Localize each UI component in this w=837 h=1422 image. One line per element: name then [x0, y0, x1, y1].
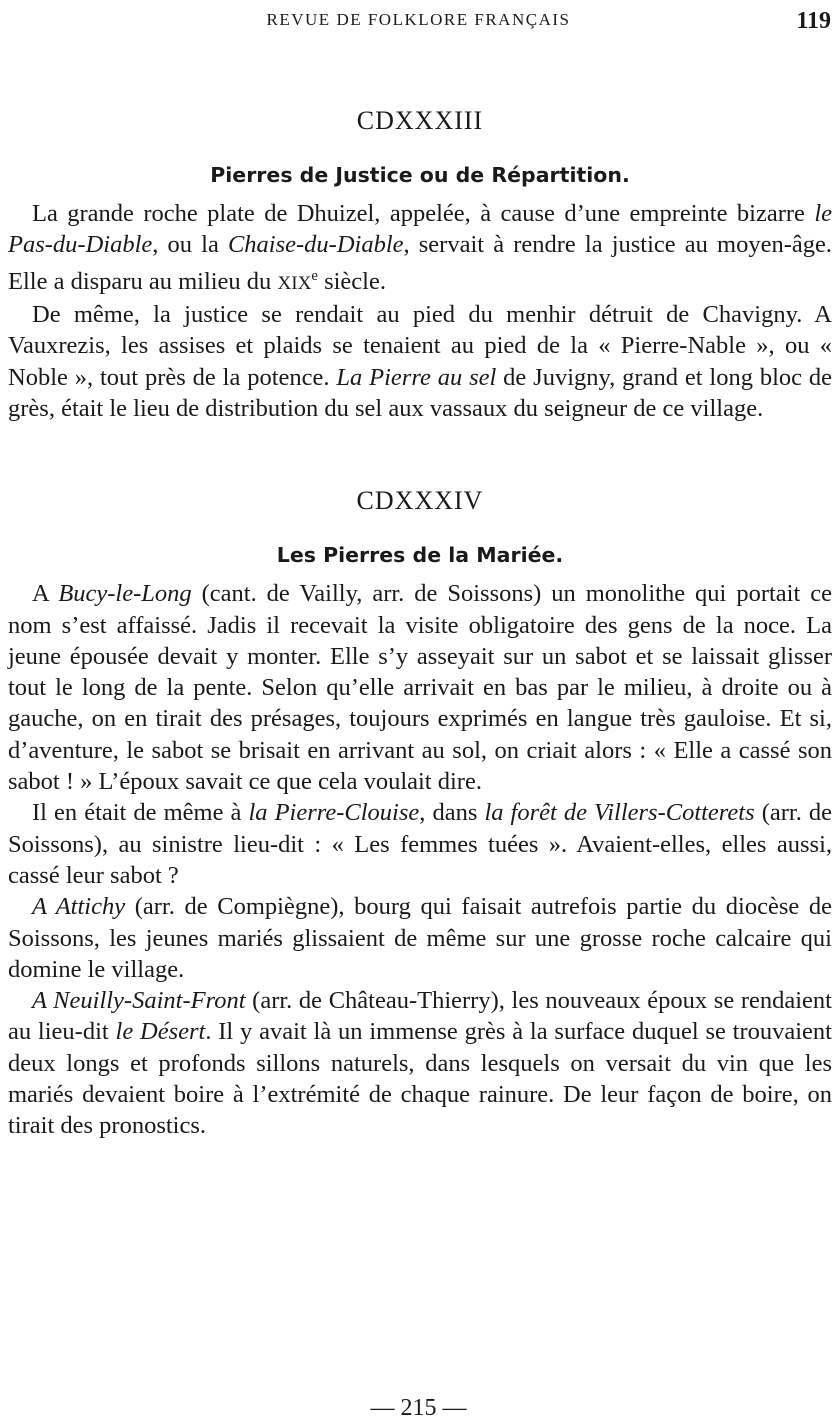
small-caps-run: XIX [277, 272, 312, 294]
text-run: (arr. de Château-Thierry), les nouveaux époux se rendaient au lieu-dit [8, 987, 832, 1046]
section-cdxxxiii [8, 100, 832, 424]
paragraph [8, 578, 832, 797]
italic-run: A Neuilly-Saint-Front [32, 987, 246, 1015]
section-number: CDXXXIII [356, 106, 484, 135]
italic-run: la Pierre-Clouise [248, 799, 420, 827]
italic-run: A Attichy [32, 893, 126, 921]
text-run: La grande roche plate de Dhuizel, appelée, à cause d’une empreinte bizarre [32, 200, 815, 227]
text-run: . Il y avait là un immense grès à la surface duquel se trouvaient deux longs et profonds sillons naturels, dans lesquels on versait du vin que les mariés devaient boire à l’extrémité de chaque rainure. De leur façon de boire, on tirait des pronostics. [8, 1018, 832, 1140]
text-run: , ou la [152, 231, 228, 259]
paragraph [8, 797, 832, 891]
italic-run: le Pas-du-Diable [8, 200, 832, 259]
text-run: A [32, 580, 59, 608]
italic-run: La Pierre au sel [336, 363, 497, 391]
text-run: De même, la justice se rendait au pied du menhir détruit de Chavigny. A Vauxrezis, les assises et plaids se tenaient au pied de la « Pierre-Nable », ou « Noble », tout près de la potence. [8, 301, 832, 391]
running-title: REVUE DE FOLKLORE FRANÇAIS [266, 10, 571, 29]
text-run: (cant. de Vailly, arr. de Soissons) un monolithe qui portait ce nom s’est affaissé. Jadis il recevait la visite obligatoire des gens de la noce. La jeune épousée devait y monter. Elle s’y asseyait sur un sabot et se laissait glisser tout le long de la pente. Selon qu’elle arrivait en bas par le milieu, à droite ou à gauche, on en tirait des présages, toujours exprimés en langue très gauloise. Et si, d’aventure, le sabot se brisait en arrivant au sol, on criait alors : « Elle a cassé son sabot ! » L’époux savait ce que cela voulait dire. [8, 580, 832, 796]
superscript-run: e [311, 267, 318, 284]
italic-run: le Désert [115, 1018, 206, 1046]
text-run: (arr. de Soissons), au sinistre lieu-dit : « Les femmes tuées ». Avaient-elles, elles aussi, cassé leur sabot ? [8, 799, 833, 889]
italic-run: Bucy-le-Long [58, 580, 192, 608]
text-run: (arr. de Compiègne), bourg qui faisait autrefois partie du diocèse de Soissons, les jeunes mariés glissaient de même sur une grosse roche calcaire qui domine le village. [8, 893, 832, 983]
section-title: Les Pierres de la Mariée. [276, 543, 564, 568]
italic-run: la forêt de Villers-Cotterets [484, 799, 755, 827]
text-run: siècle. [317, 267, 386, 295]
paragraph [8, 299, 832, 424]
section-cdxxxiv [8, 480, 832, 1141]
italic-run: Chaise-du-Diable [227, 231, 404, 259]
section-number: CDXXXIV [356, 486, 484, 516]
text-run: , servait à rendre la justice au moyen-âge. Elle a disparu au milieu du [8, 231, 833, 295]
text-run: , dans [419, 799, 485, 827]
text-run: de Juvigny, grand et long bloc de grès, était le lieu de distribution du sel aux vassaux du seigneur de ce village. [8, 363, 833, 422]
paragraph [8, 985, 832, 1141]
folio-number: 119 [796, 8, 831, 34]
paragraph [8, 198, 832, 299]
page-body [8, 100, 832, 1142]
paragraph [8, 891, 832, 985]
section-title: Pierres de Justice ou de Répartition. [210, 163, 630, 187]
page-number: — 215 — [370, 1395, 467, 1421]
text-run: Il en était de même à [32, 799, 249, 827]
running-header [0, 8, 837, 32]
